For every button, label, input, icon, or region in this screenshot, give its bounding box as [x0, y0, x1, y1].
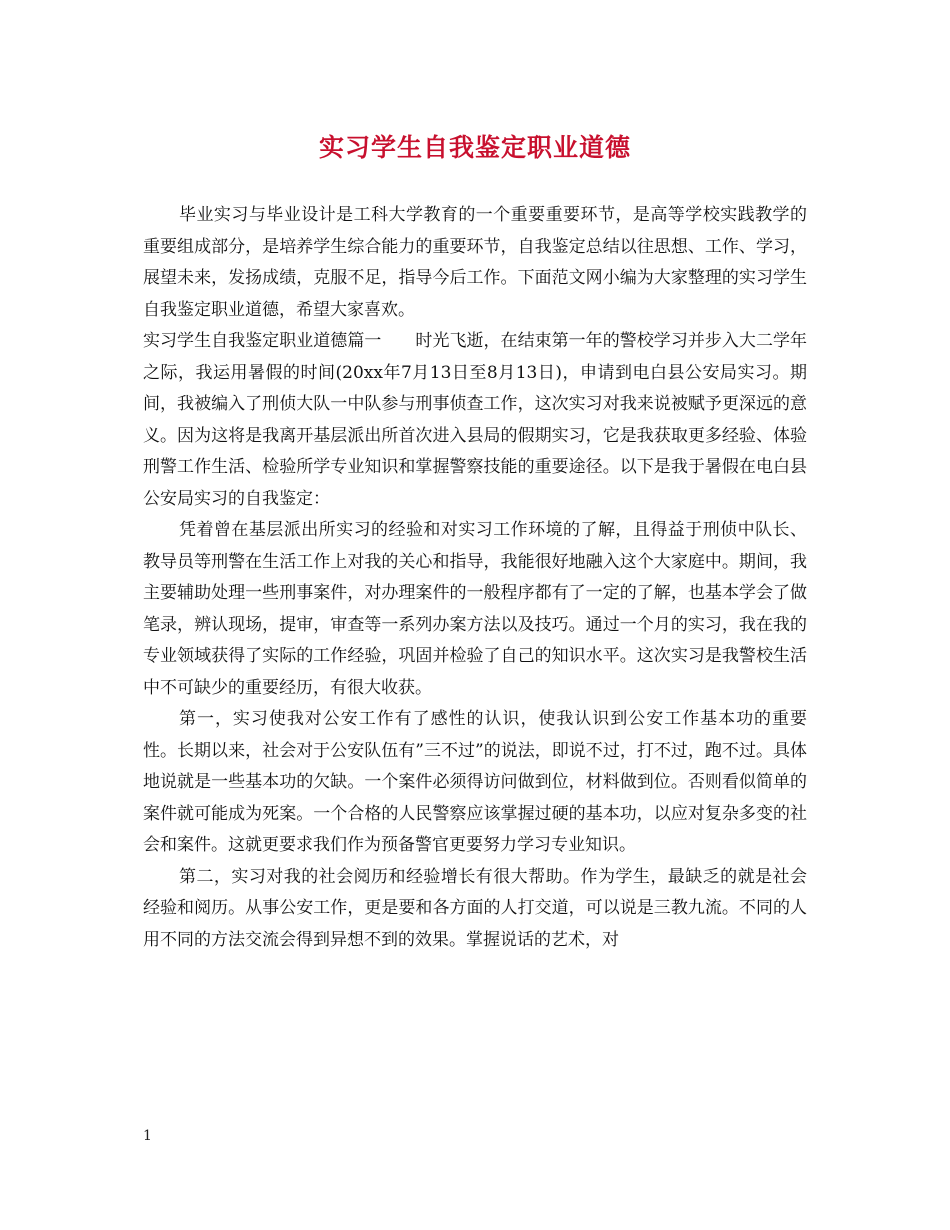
paragraph-section-one: 实习学生自我鉴定职业道德篇一 时光飞逝，在结束第一年的警校学习并步入大二学年之际，我运用暑假的时间(20xx年7月13日至8月13日)，申请到电白县公安局实习。期间，我被编入了刑侦大队一中队参与刑事侦查工作，这次实习对我来说被赋予更深远的意义。因为这将是我离开基层派出所首次进入县局的假期实习，它是我获取更多经验、体验刑警工作生活、检验所学专业知识和掌握警察技能的重要途径。以下是我于暑假在电白县公安局实习的自我鉴定：: [143, 331, 807, 509]
paragraph-experience: 凭着曾在基层派出所实习的经验和对实习工作环境的了解，且得益于刑侦中队长、教导员等刑警在生活工作上对我的关心和指导，我能很好地融入这个大家庭中。期间，我主要辅助处理一些刑事案件，对办理案件的一般程序都有了一定的了解，也基本学会了做笔录，辨认现场，提审，审查等一系列办案方法以及技巧。通过一个月的实习，我在我的专业领域获得了实际的工作经验，巩固并检验了自己的知识水平。这次实习是我警校生活中不可缺少的重要经历，有很大收获。: [143, 520, 807, 698]
paragraph-point-one: 第一，实习使我对公安工作有了感性的认识，使我认识到公安工作基本功的重要性。长期以来，社会对于公安队伍有”三不过”的说法，即说不过，打不过，跑不过。具体地说就是一些基本功的欠缺。一个案件必须得访问做到位，材料做到位。否则看似简单的案件就可能成为死案。一个合格的人民警察应该掌握过硬的基本功，以应对复杂多变的社会和案件。这就更要求我们作为预备警官更要努力学习专业知识。: [143, 709, 807, 855]
page-number: 1: [143, 1128, 152, 1144]
document-title: 实习学生自我鉴定职业道德: [318, 133, 631, 162]
paragraph-intro: 毕业实习与毕业设计是工科大学教育的一个重要重要环节，是高等学校实践教学的重要组成部分，是培养学生综合能力的重要环节，自我鉴定总结以往思想、工作、学习，展望未来，发扬成绩，克服不足，指导今后工作。下面范文网小编为大家整理的实习学生自我鉴定职业道德，希望大家喜欢。: [143, 205, 807, 320]
document-body: [143, 200, 807, 956]
paragraph-point-two: 第二，实习对我的社会阅历和经验增长有很大帮助。作为学生，最缺乏的就是社会经验和阅历。从事公安工作，更是要和各方面的人打交道，可以说是三教九流。不同的人用不同的方法交流会得到异想不到的效果。掌握说话的艺术，对: [143, 866, 807, 950]
